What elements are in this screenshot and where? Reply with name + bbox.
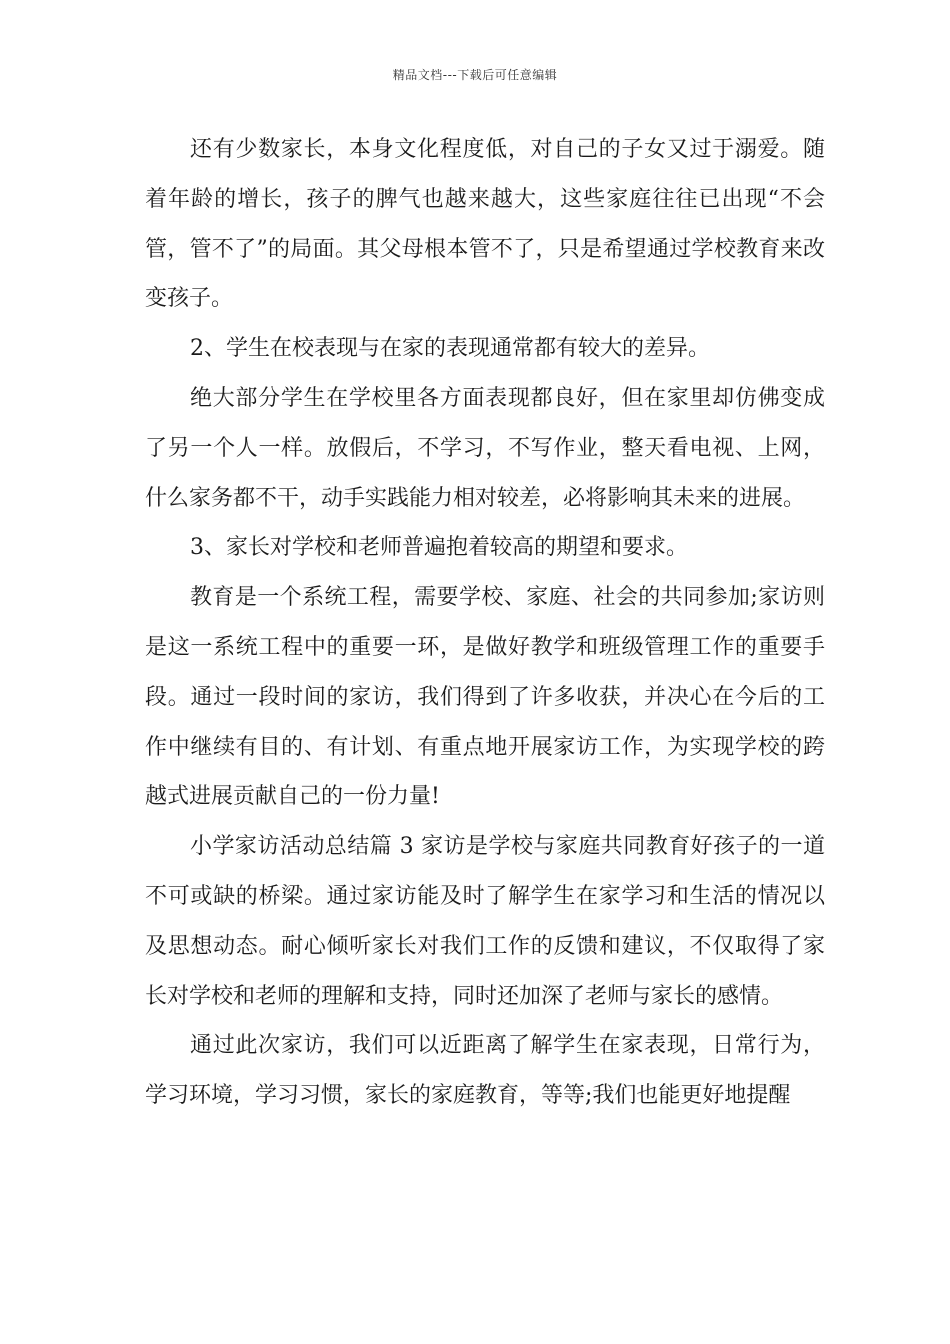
page-header: 精品文档---下载后可任意编辑 bbox=[392, 68, 558, 82]
paragraph-4-heading: 3、家长对学校和老师普遍抱着较高的期望和要求。 bbox=[190, 535, 688, 561]
paragraph-6: 小学家访活动总结篇 3 家访是学校与家庭共同教育好孩子的一道不可或缺的桥梁。通过家访能及时了解学生在家学习和生活的情况以及思想动态。耐心倾听家长对我们工作的反馈和建议，不仅取得了家长对学校和老师的理解和支持，同时还加深了老师与家长的感情。 bbox=[145, 834, 825, 1009]
paragraph-3: 绝大部分学生在学校里各方面表现都良好，但在家里却仿佛变成了另一个人一样。放假后，不学习，不写作业，整天看电视、上网，什么家务都不干，动手实践能力相对较差，必将影响其未来的进展。 bbox=[145, 385, 825, 511]
paragraph-7: 通过此次家访，我们可以近距离了解学生在家表现，日常行为，学习环境，学习习惯，家长的家庭教育，等等;我们也能更好地提醒 bbox=[145, 1033, 825, 1109]
document-body bbox=[145, 125, 825, 1121]
paragraph-2-heading: 2、学生在校表现与在家的表现通常都有较大的差异。 bbox=[190, 336, 710, 362]
paragraph-5: 教育是一个系统工程，需要学校、家庭、社会的共同参加;家访则是这一系统工程中的重要一环，是做好教学和班级管理工作的重要手段。通过一段时间的家访，我们得到了许多收获，并决心在今后的工作中继续有目的、有计划、有重点地开展家访工作，为实现学校的跨越式进展贡献自己的一份力量! bbox=[145, 585, 825, 810]
paragraph-1: 还有少数家长，本身文化程度低，对自己的子女又过于溺爱。随着年龄的增长，孩子的脾气也越来越大，这些家庭往往已出现“不会管，管不了”的局面。其父母根本管不了，只是希望通过学校教育来改变孩子。 bbox=[145, 137, 825, 312]
